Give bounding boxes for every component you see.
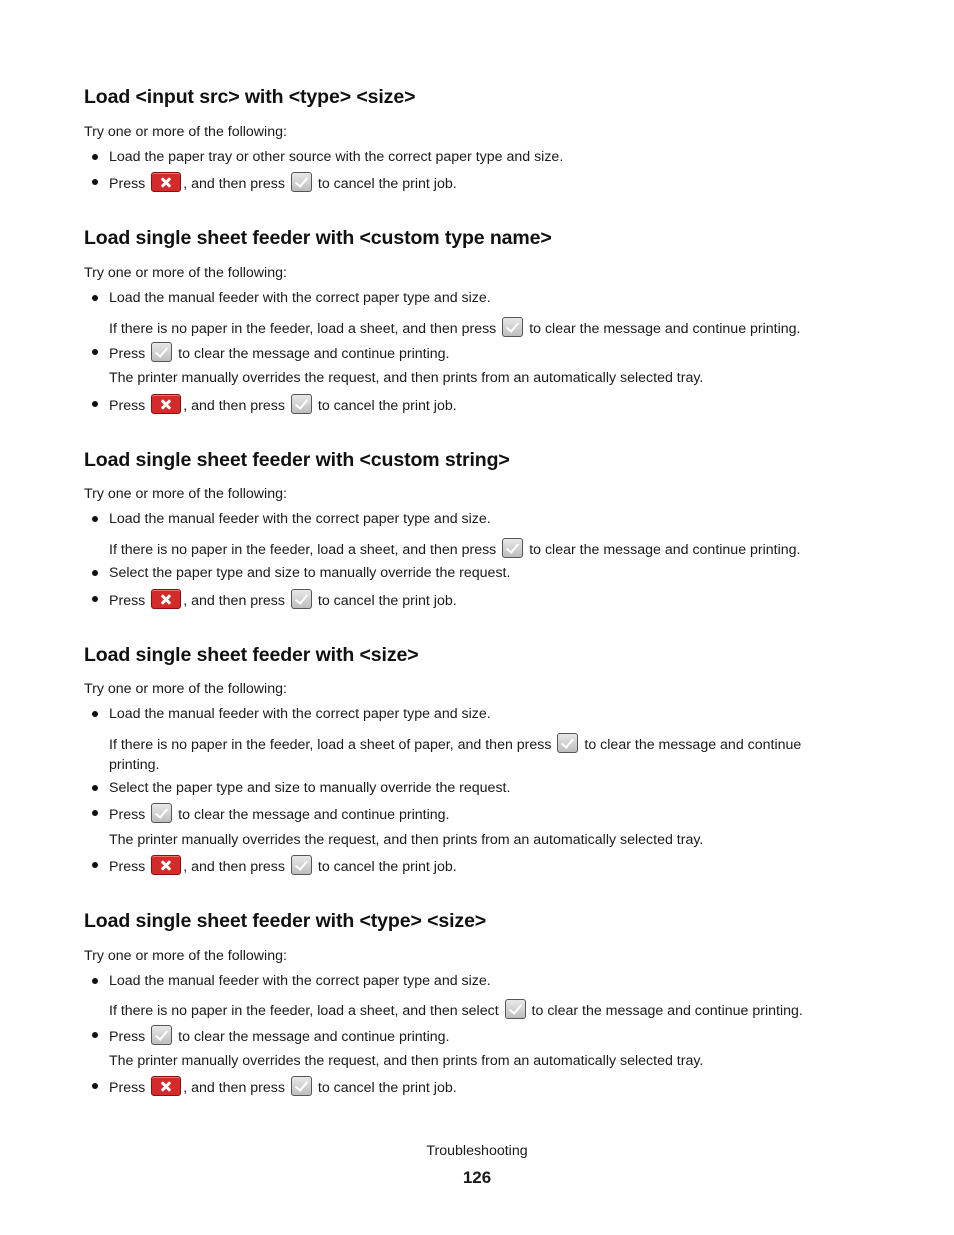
and-then-press-text: , and then press	[183, 1080, 285, 1096]
check-button-icon	[502, 538, 523, 558]
press-text: Press	[109, 593, 146, 609]
heading-type-size: Load single sheet feeder with <type> <size>	[84, 910, 487, 932]
check-button-icon	[291, 394, 312, 414]
cancel-text: to cancel the print job.	[317, 176, 457, 192]
bullet	[92, 862, 98, 868]
no-paper-text: If there is no paper in the feeder, load a sheet, and then select	[109, 1003, 499, 1019]
item-text	[109, 1076, 457, 1098]
bullet	[92, 785, 98, 791]
check-button-icon	[291, 855, 312, 875]
bullet	[92, 516, 98, 522]
red-x-button-icon	[151, 1076, 181, 1096]
heading-custom-type-name: Load single sheet feeder with <custom type name>	[84, 227, 552, 249]
red-x-button-icon	[151, 855, 181, 875]
cancel-text: to cancel the print job.	[317, 398, 457, 414]
bullet	[92, 810, 98, 816]
clear-text: to clear the message and continue printing.	[109, 737, 802, 773]
check-button-icon	[151, 1025, 172, 1045]
item-text: Load the manual feeder with the correct paper type and size.	[109, 973, 491, 989]
item-note	[109, 317, 801, 339]
item-text: Select the paper type and size to manually override the request.	[109, 780, 511, 796]
item-note	[109, 538, 801, 560]
item-text	[109, 172, 457, 194]
bullet	[92, 1083, 98, 1089]
item-note: The printer manually overrides the request, and then prints from an automatically selected tray.	[109, 832, 704, 848]
red-x-button-icon	[151, 589, 181, 609]
red-x-button-icon	[151, 394, 181, 414]
item-text	[109, 803, 449, 825]
item-text: Load the manual feeder with the correct paper type and size.	[109, 290, 491, 306]
item-text	[109, 1025, 449, 1047]
clear-text: to clear the message and continue printing.	[178, 346, 450, 362]
bullet	[92, 1032, 98, 1038]
footer-section-name: Troubleshooting	[426, 1143, 528, 1159]
heading-load-input-src: Load <input src> with <type> <size>	[84, 86, 416, 108]
and-then-press-text: , and then press	[183, 859, 285, 875]
clear-text: to clear the message and continue printing.	[529, 542, 801, 558]
check-button-icon	[505, 999, 526, 1019]
item-text: Load the manual feeder with the correct paper type and size.	[109, 511, 491, 527]
press-text: Press	[109, 1080, 146, 1096]
intro-text: Try one or more of the following:	[84, 681, 287, 697]
intro-text: Try one or more of the following:	[84, 124, 287, 140]
bullet	[92, 349, 98, 355]
bullet	[92, 179, 98, 185]
bullet	[92, 978, 98, 984]
cancel-text: to cancel the print job.	[317, 859, 457, 875]
bullet	[92, 154, 98, 160]
and-then-press-text: , and then press	[183, 593, 285, 609]
cancel-text: to cancel the print job.	[317, 593, 457, 609]
item-text	[109, 394, 457, 416]
heading-custom-string: Load single sheet feeder with <custom string>	[84, 449, 510, 471]
item-text	[109, 589, 457, 611]
item-text: Load the paper tray or other source with the correct paper type and size.	[109, 149, 564, 165]
check-button-icon	[291, 1076, 312, 1096]
press-text: Press	[109, 859, 146, 875]
and-then-press-text: , and then press	[183, 176, 285, 192]
press-text: Press	[109, 398, 146, 414]
red-x-button-icon	[151, 172, 181, 192]
bullet	[92, 295, 98, 301]
and-then-press-text: , and then press	[183, 398, 285, 414]
clear-text: to clear the message and continue printing.	[178, 1029, 450, 1045]
intro-text: Try one or more of the following:	[84, 265, 287, 281]
item-text: Load the manual feeder with the correct paper type and size.	[109, 706, 491, 722]
intro-text: Try one or more of the following:	[84, 948, 287, 964]
item-note	[109, 999, 803, 1021]
check-button-icon	[291, 172, 312, 192]
press-text: Press	[109, 176, 146, 192]
clear-text: to clear the message and continue printing.	[531, 1003, 803, 1019]
bullet	[92, 596, 98, 602]
clear-text: to clear the message and continue printing.	[178, 807, 450, 823]
check-button-icon	[151, 803, 172, 823]
item-note: The printer manually overrides the request, and then prints from an automatically selected tray.	[109, 1053, 704, 1069]
intro-text: Try one or more of the following:	[84, 486, 287, 502]
item-text	[109, 342, 449, 364]
heading-size: Load single sheet feeder with <size>	[84, 644, 419, 666]
check-button-icon	[151, 342, 172, 362]
item-text: Select the paper type and size to manually override the request.	[109, 565, 511, 581]
item-note: The printer manually overrides the request, and then prints from an automatically selected tray.	[109, 370, 704, 386]
check-button-icon	[557, 733, 578, 753]
press-text: Press	[109, 346, 146, 362]
no-paper-text: If there is no paper in the feeder, load a sheet, and then press	[109, 321, 497, 337]
no-paper-text: If there is no paper in the feeder, load a sheet of paper, and then press	[109, 737, 552, 753]
press-text: Press	[109, 1029, 146, 1045]
bullet	[92, 711, 98, 717]
bullet	[92, 401, 98, 407]
clear-text: to clear the message and continue printing.	[529, 321, 801, 337]
bullet	[92, 570, 98, 576]
check-button-icon	[502, 317, 523, 337]
item-note	[109, 733, 854, 775]
item-text	[109, 855, 457, 877]
check-button-icon	[291, 589, 312, 609]
page-number: 126	[462, 1168, 492, 1187]
cancel-text: to cancel the print job.	[317, 1080, 457, 1096]
press-text: Press	[109, 807, 146, 823]
no-paper-text: If there is no paper in the feeder, load a sheet, and then press	[109, 542, 497, 558]
